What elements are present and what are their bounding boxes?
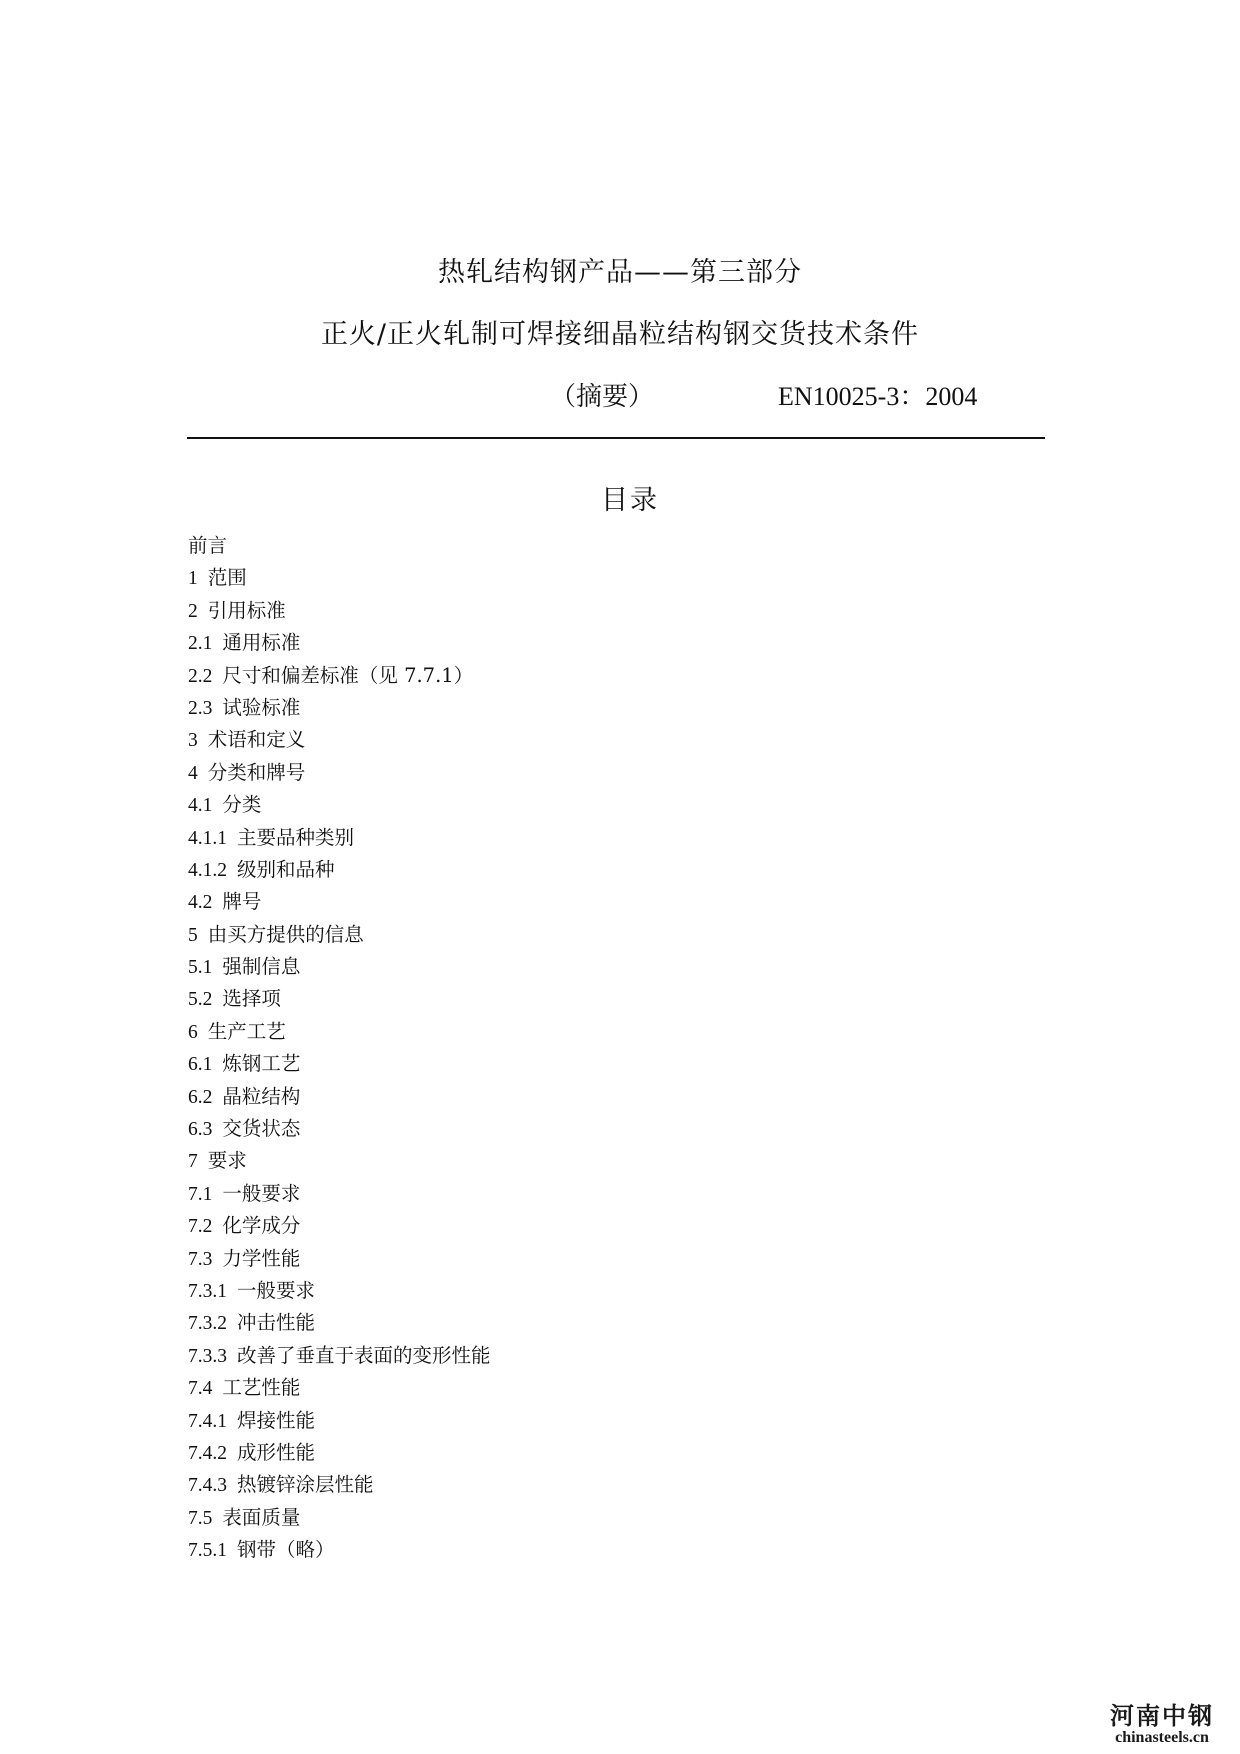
toc-item-number: 4.1	[188, 795, 213, 817]
toc-item-number: 2.1	[188, 633, 213, 655]
toc-item-number: 2	[188, 600, 198, 622]
toc-item-number: 7.2	[188, 1216, 213, 1238]
toc-item-number: 7.3.1	[188, 1280, 227, 1302]
toc-item-number: 5.2	[188, 989, 213, 1011]
toc-item-number: 6	[188, 1021, 198, 1043]
toc-item[interactable]	[188, 1534, 888, 1566]
toc-item-number: 7.3	[188, 1248, 213, 1270]
toc-item[interactable]	[188, 1081, 888, 1113]
toc-item-text: 改善了垂直于表面的变形性能	[237, 1343, 491, 1367]
toc-item-number: 7	[188, 1151, 198, 1173]
toc-item-number: 7.4.3	[188, 1475, 227, 1497]
table-of-contents	[188, 530, 888, 1567]
toc-item-text: 级别和品种	[237, 857, 335, 881]
toc-item[interactable]	[188, 1145, 888, 1177]
toc-item-number: 4.2	[188, 892, 213, 914]
watermark-cn: 河南中钢	[1110, 1702, 1214, 1730]
toc-item-text: 强制信息	[222, 955, 301, 979]
toc-item[interactable]	[188, 1210, 888, 1242]
toc-item-number: 7.3.3	[188, 1345, 227, 1367]
toc-item[interactable]	[188, 983, 888, 1015]
toc-item-number: 1	[188, 568, 198, 590]
toc-item-text: 范围	[207, 566, 247, 590]
toc-item-text: 分类	[222, 793, 262, 817]
toc-heading: 目录	[601, 485, 659, 516]
toc-item-text: 冲击性能	[237, 1311, 316, 1335]
toc-item-text: 由买方提供的信息	[207, 922, 364, 946]
toc-item-text: 化学成分	[222, 1214, 301, 1238]
toc-item-text: 选择项	[222, 987, 281, 1011]
toc-item-number: 4	[188, 762, 198, 784]
toc-item-text: 牌号	[222, 890, 262, 914]
toc-item-text: 一般要求	[237, 1278, 316, 1302]
toc-item[interactable]	[188, 530, 888, 562]
toc-item-number: 6.1	[188, 1054, 213, 1076]
toc-item[interactable]	[188, 1275, 888, 1307]
toc-item-number: 7.4.2	[188, 1442, 227, 1464]
toc-item-text: 表面质量	[222, 1505, 301, 1529]
toc-item-text: 焊接性能	[237, 1408, 316, 1432]
toc-item-text: 分类和牌号	[207, 760, 306, 784]
toc-item-text: 钢带（略）	[237, 1538, 335, 1562]
toc-item-number: 2.3	[188, 697, 213, 719]
toc-item-number: 5	[188, 924, 198, 946]
toc-item[interactable]	[188, 724, 888, 756]
toc-item[interactable]	[188, 1243, 888, 1275]
document-title-line-1: 热轧结构钢产品——第三部分	[438, 257, 802, 288]
watermark-logo	[1092, 1704, 1232, 1746]
header-divider	[187, 437, 1045, 439]
toc-item-text: 炼钢工艺	[222, 1052, 301, 1076]
toc-item[interactable]	[188, 951, 888, 983]
toc-item-number: 7.5	[188, 1507, 213, 1529]
toc-item[interactable]	[188, 562, 888, 594]
toc-item[interactable]	[188, 1372, 888, 1404]
toc-item-text: 工艺性能	[222, 1376, 301, 1400]
toc-item[interactable]	[188, 1113, 888, 1145]
toc-item[interactable]	[188, 1469, 888, 1501]
toc-item[interactable]	[188, 1437, 888, 1469]
toc-item-number: 6.3	[188, 1119, 213, 1141]
abstract-label: （摘要）	[550, 382, 655, 412]
document-title-line-2: 正火/正火轧制可焊接细晶粒结构钢交货技术条件	[320, 319, 920, 350]
toc-item[interactable]	[188, 1016, 888, 1048]
toc-item[interactable]	[188, 854, 888, 886]
toc-item[interactable]	[188, 789, 888, 821]
toc-item-number: 5.1	[188, 957, 213, 979]
toc-item[interactable]	[188, 660, 888, 692]
toc-item-text: 尺寸和偏差标准（见 7.7.1）	[222, 663, 474, 687]
toc-item[interactable]	[188, 692, 888, 724]
standard-number: EN10025-3：2004	[778, 382, 978, 411]
toc-item-text: 晶粒结构	[222, 1084, 301, 1108]
toc-item-text: 引用标准	[207, 598, 286, 622]
toc-item-text: 试验标准	[222, 695, 301, 719]
toc-item-text: 前言	[188, 534, 228, 557]
toc-item-number: 6.2	[188, 1086, 213, 1108]
toc-item-number: 7.1	[188, 1183, 213, 1205]
toc-item-number: 4.1.1	[188, 827, 227, 849]
toc-item-number: 4.1.2	[188, 859, 227, 881]
toc-item-text: 通用标准	[222, 631, 301, 655]
toc-item[interactable]	[188, 1405, 888, 1437]
toc-item-text: 力学性能	[222, 1246, 301, 1270]
toc-item[interactable]	[188, 822, 888, 854]
toc-item-number: 7.4.1	[188, 1410, 227, 1432]
toc-item[interactable]	[188, 757, 888, 789]
toc-item[interactable]	[188, 1178, 888, 1210]
toc-item-number: 7.5.1	[188, 1540, 227, 1562]
toc-item-text: 热镀锌涂层性能	[237, 1473, 374, 1497]
toc-item-number: 7.4	[188, 1378, 213, 1400]
toc-item-text: 交货状态	[222, 1117, 301, 1141]
toc-item-number: 7.3.2	[188, 1313, 227, 1335]
toc-item[interactable]	[188, 1048, 888, 1080]
toc-item-text: 主要品种类别	[237, 825, 355, 849]
toc-item[interactable]	[188, 1340, 888, 1372]
toc-item-text: 成形性能	[237, 1440, 316, 1464]
toc-item-text: 生产工艺	[207, 1019, 286, 1043]
subtitle-row	[0, 376, 1240, 412]
toc-item[interactable]	[188, 886, 888, 918]
toc-item[interactable]	[188, 919, 888, 951]
toc-item-number: 3	[188, 730, 198, 752]
toc-item-text: 一般要求	[222, 1181, 301, 1205]
toc-item-text: 要求	[207, 1149, 247, 1173]
toc-item[interactable]	[188, 595, 888, 627]
toc-item-text: 术语和定义	[207, 728, 306, 752]
toc-item-number: 2.2	[188, 665, 213, 687]
toc-item[interactable]	[188, 1307, 888, 1339]
toc-item[interactable]	[188, 1502, 888, 1534]
toc-item[interactable]	[188, 627, 888, 659]
watermark-url: chinasteels.cn	[1115, 1729, 1209, 1746]
